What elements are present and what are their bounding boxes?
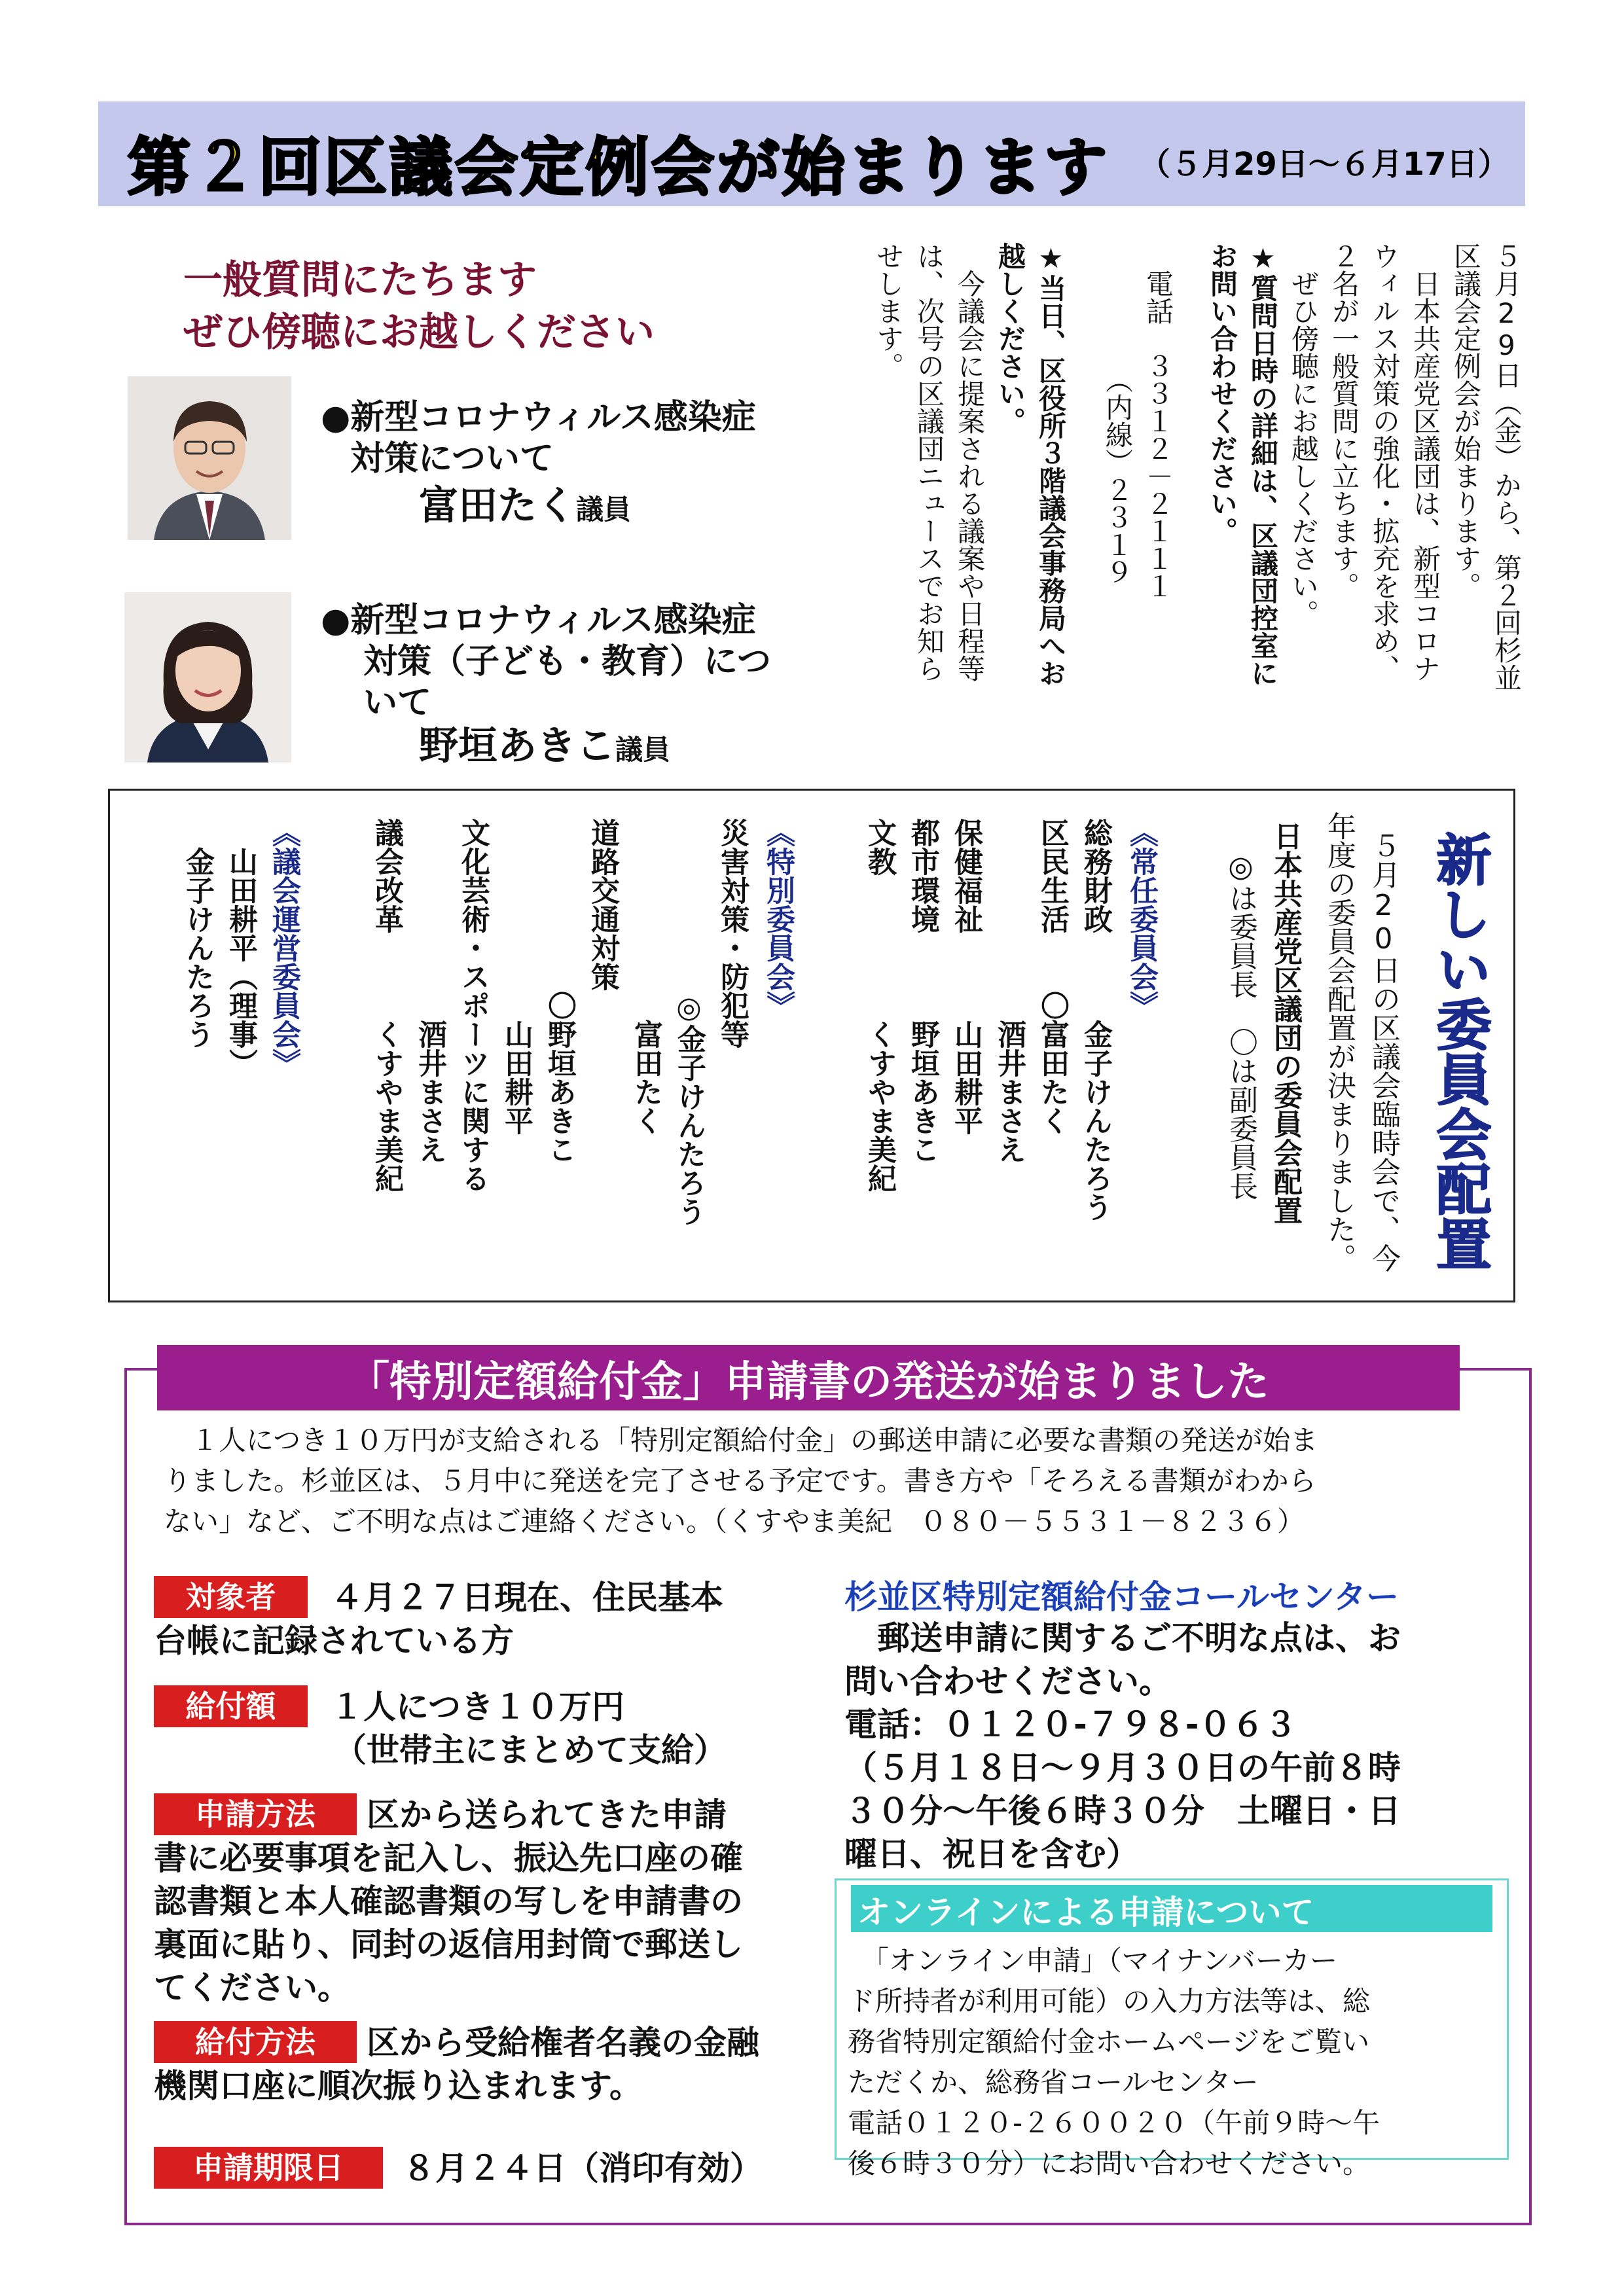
online-line-5: 電話０１２０-２６００２０（午前９時～午 (848, 2107, 1380, 2139)
member-1-topic-line-1: ●新型コロナウィルス感染症 (321, 398, 756, 437)
committee-list-col-11: 富田たく (629, 818, 662, 1135)
committee-list-col-9: 災害対策・防犯等 (715, 818, 749, 1049)
call-center-text (844, 1617, 1506, 1876)
online-line-6: 後６時３０分）にお問い合わせください。 (848, 2147, 1371, 2179)
deadline-label: 申請期限日 (154, 2147, 383, 2189)
committee-list-col-5: 保健福祉 山田耕平 (949, 818, 983, 1135)
committee-list-col-19: 山田耕平（理事） (224, 818, 257, 1077)
online-line-1: 「オンライン申請」（マイナンバーカー (848, 1945, 1338, 1977)
member-1-topic-line-2: 対策について (350, 439, 554, 478)
notice-col-15: せします。 (873, 242, 905, 380)
member-2-topic-line-1: ●新型コロナウィルス感染症 (321, 601, 756, 640)
call-center-title: 杉並区特別定額給付金コールセンター (844, 1578, 1399, 1616)
call-center-line-2: 問い合わせください。 (844, 1662, 1172, 1700)
target-label: 対象者 (154, 1576, 308, 1618)
member-2-name: 野垣あきこ (419, 723, 615, 769)
kyufu-intro-line-1: １人につき１０万円が支給される「特別定額給付金」の郵送申請に必要な書類の発送が始ま (164, 1424, 1318, 1456)
payment-text-1: 区から受給権者名義の金融 (367, 2024, 759, 2062)
committee-title: 新しい委員会配置 (1428, 831, 1492, 1271)
online-line-2: ド所持者が利用可能）の入力方法等は、総 (848, 1985, 1371, 2017)
committee-lead-col-1: ５月20日の区議会臨時会で、今 (1367, 831, 1400, 1272)
notice-col-12: 越しください。 (994, 242, 1026, 435)
amount-text-2: （世帯主にまとめて支給） (334, 1731, 727, 1769)
method-label: 申請方法 (154, 1793, 357, 1835)
member-1-suffix: 議員 (576, 493, 632, 526)
notice-col-5: ２名が一般質問に立ちます。 (1328, 242, 1360, 600)
member-2-topic-line-2: 対策（子ども・教育）につ (363, 642, 771, 681)
banner-dates: （５月29日～６月17日） (1139, 146, 1509, 183)
kyufu-intro-line-3: ない」など、ご不明な点はご連絡ください。（くすやま美紀 ０８０－５５３１－８２３６） (164, 1505, 1305, 1537)
target-text-2: 台帳に記録されている方 (154, 1622, 514, 1660)
notice-col-10: （内線）２３１９ (1102, 242, 1134, 586)
method-text-5: てください。 (154, 1969, 350, 2007)
committee-list-col-3: 区民生活 〇富田たく (1036, 818, 1069, 1135)
call-center-line-6: 曜日、祝日を含む） (844, 1835, 1139, 1873)
online-text (848, 1941, 1502, 2184)
committee-list-col-7: 文教 くすやま美紀 (863, 818, 896, 1193)
member-1-name: 富田たく (419, 483, 576, 529)
intro-line-2: ぜひ傍聴にお越しください (183, 310, 655, 355)
member-photo-tomita (128, 376, 291, 540)
notice-col-3: 日本共産党区議団は、新型コロナ (1409, 242, 1441, 682)
notice-col-9: 電話 ３３１２－２１１１ (1142, 242, 1174, 600)
call-center-line-3: 電話：０１２０-７９８-０６３ (844, 1706, 1297, 1744)
payment-label: 給付方法 (154, 2021, 357, 2063)
committee-list-col-15: 文化芸術・スポーツに関する (456, 818, 490, 1193)
committee-lead-col-4: ◎は委員長 〇は副委員長 (1224, 821, 1257, 1200)
member-photo-nogaki (124, 592, 291, 762)
notice-col-1: ５月29日（金）から、第２回杉並 (1490, 242, 1523, 691)
committee-list-col-10: ◎金子けんたろう (672, 818, 706, 1226)
committee-list-col-2: 総務財政 金子けんたろう (1079, 818, 1112, 1221)
payment-text-2: 機関口座に順次振り込まれます。 (154, 2067, 642, 2105)
member-2-name-block (419, 715, 670, 771)
committee-list-col-6: 都市環境 野垣あきこ (906, 818, 939, 1164)
committee-list-col-17: 議会改革 くすやま美紀 (370, 818, 403, 1193)
committee-heading-standing: 《常任委員会》 (1125, 818, 1158, 1020)
notice-col-2: 区議会定例会が始まります。 (1450, 242, 1482, 600)
target-text-1: ４月２７日現在、住民基本 (331, 1579, 723, 1617)
committee-list-col-14: 山田耕平 (499, 818, 533, 1135)
notice-col-11: ★当日、区役所３階議会事務局へお (1035, 242, 1067, 687)
notice-col-6: ぜひ傍聴にお越しください。 (1288, 242, 1320, 627)
notice-col-8: お問い合わせください。 (1206, 242, 1238, 545)
member-2-topic-line-3: いて (363, 683, 432, 723)
kyufu-intro (164, 1420, 1506, 1542)
method-text-2: 書に必要事項を記入し、振込先口座の確 (154, 1839, 743, 1877)
committee-heading-special: 《特別委員会》 (761, 818, 795, 1020)
method-text-4: 裏面に貼り、同封の返信用封筒で郵送し (154, 1926, 743, 1964)
committee-list-col-13: 〇野垣あきこ (543, 818, 576, 1164)
banner-title: 第２回区議会定例会が始まります (128, 131, 1110, 204)
method-text-3: 認書類と本人確認書類の写しを申請書の (154, 1882, 743, 1920)
committee-list-col-16: 酒井まさえ (413, 818, 446, 1164)
committee-lead-col-2: 年度の委員会配置が決まりました。 (1322, 812, 1356, 1272)
deadline-text: ８月２４日（消印有効） (403, 2149, 763, 2187)
online-line-3: 務省特別定額給付金ホームページをご覧い (848, 2026, 1370, 2058)
committee-lead-col-3: 日本共産党区議団の委員会配置 (1269, 821, 1302, 1225)
amount-text-1: １人につき１０万円 (331, 1688, 624, 1726)
online-line-4: ただくか、総務省コールセンター (848, 2066, 1259, 2098)
amount-label: 給付額 (154, 1685, 308, 1727)
online-title: オンラインによる申請について (857, 1893, 1314, 1931)
kyufu-title: 「特別定額給付金」申請書の発送が始まりました (348, 1358, 1269, 1407)
method-text-1: 区から送られてきた申請 (367, 1796, 727, 1834)
notice-col-7: ★質問日時の詳細は、区議団控室に (1247, 242, 1279, 687)
notice-col-13: 今議会に提案される議案や日程等 (954, 242, 986, 682)
committee-list-col-12: 道路交通対策 (586, 818, 619, 991)
notice-col-4: ウィルス対策の強化・拡充を求め、 (1369, 242, 1401, 682)
intro-line-1: 一般質問にたちます (183, 257, 537, 303)
committee-list-col-4: 酒井まさえ (992, 818, 1026, 1164)
member-1-name-block (419, 475, 631, 531)
member-2-suffix: 議員 (615, 734, 671, 766)
kyufu-intro-line-2: りました。杉並区は、５月中に発送を完了させる予定です。書き方や「そろえる書類がわから (164, 1465, 1316, 1497)
notice-col-14: は、次号の区議団ニュースでお知ら (913, 242, 945, 682)
call-center-line-4: （５月１８日～９月３０日の午前８時 (844, 1749, 1401, 1787)
committee-heading-steering: 《議会運営委員会》 (267, 818, 300, 1077)
call-center-line-5: ３０分～午後６時３０分 土曜日・日 (844, 1792, 1401, 1830)
call-center-line-1: 郵送申請に関するご不明な点は、お (844, 1619, 1401, 1657)
committee-list-col-20: 金子けんたろう (181, 818, 214, 1049)
